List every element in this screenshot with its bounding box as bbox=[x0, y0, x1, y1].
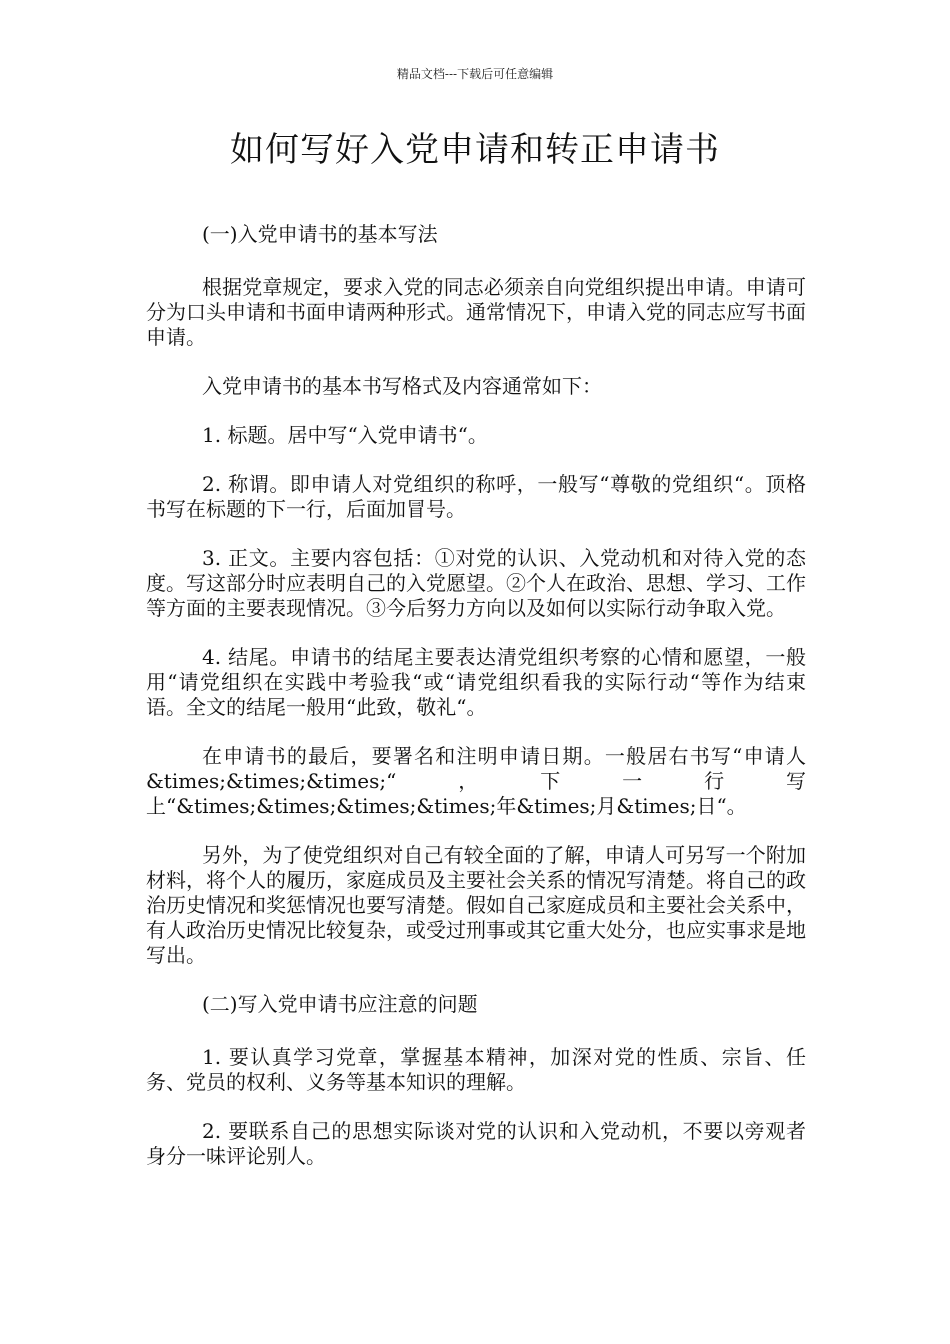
section-heading-1: (一)入党申请书的基本写法 bbox=[202, 222, 438, 246]
page-header: 精品文档---下载后可任意编辑 bbox=[396, 67, 554, 81]
list-item-ending: 4. 结尾。申请书的结尾主要表达清党组织考察的心情和愿望，一般用“请党组织在实践中考验我“或“请党组织看我的实际行动“等作为结束语。全文的结尾一般用“此致，敬礼“。 bbox=[146, 645, 806, 719]
paragraph-signature: 在申请书的最后，要署名和注明申请日期。一般居右书写“申请人&times;&times;&times;“，下一行写上“&times;&times;&times;&times;年&times;月&times;日“。 bbox=[146, 744, 806, 818]
list-item-motivation: 2. 要联系自己的思想实际谈对党的认识和入党动机，不要以旁观者身分一味评论别人。 bbox=[146, 1119, 806, 1168]
list-item-salutation: 2. 称谓。即申请人对党组织的称呼，一般写“尊敬的党组织“。顶格书写在标题的下一行，后面加冒号。 bbox=[146, 472, 806, 521]
section-heading-2: (二)写入党申请书应注意的问题 bbox=[202, 992, 478, 1016]
list-item-title: 1. 标题。居中写“入党申请书“。 bbox=[202, 423, 488, 447]
paragraph-format-lead: 入党申请书的基本书写格式及内容通常如下： bbox=[202, 374, 602, 398]
document-body bbox=[146, 222, 806, 1193]
document-title: 如何写好入党申请和转正申请书 bbox=[230, 130, 720, 170]
paragraph-supplement: 另外，为了使党组织对自己有较全面的了解，申请人可另写一个附加材料，将个人的履历，家庭成员及主要社会关系的情况写清楚。将自己的政治历史情况和奖惩情况也要写清楚。假如自己家庭成员和主要社会关系中，有人政治历史情况比较复杂，或受过刑事或其它重大处分，也应实事求是地写出。 bbox=[146, 843, 806, 967]
paragraph-intro: 根据党章规定，要求入党的同志必须亲自向党组织提出申请。申请可分为口头申请和书面申请两种形式。通常情况下，申请入党的同志应写书面申请。 bbox=[146, 275, 806, 349]
list-item-body: 3. 正文。主要内容包括：①对党的认识、入党动机和对待入党的态度。写这部分时应表明自己的入党愿望。②个人在政治、思想、学习、工作等方面的主要表现情况。③今后努力方向以及如何以实际行动争取入党。 bbox=[146, 546, 806, 620]
list-item-study: 1. 要认真学习党章，掌握基本精神，加深对党的性质、宗旨、任务、党员的权利、义务等基本知识的理解。 bbox=[146, 1045, 806, 1094]
